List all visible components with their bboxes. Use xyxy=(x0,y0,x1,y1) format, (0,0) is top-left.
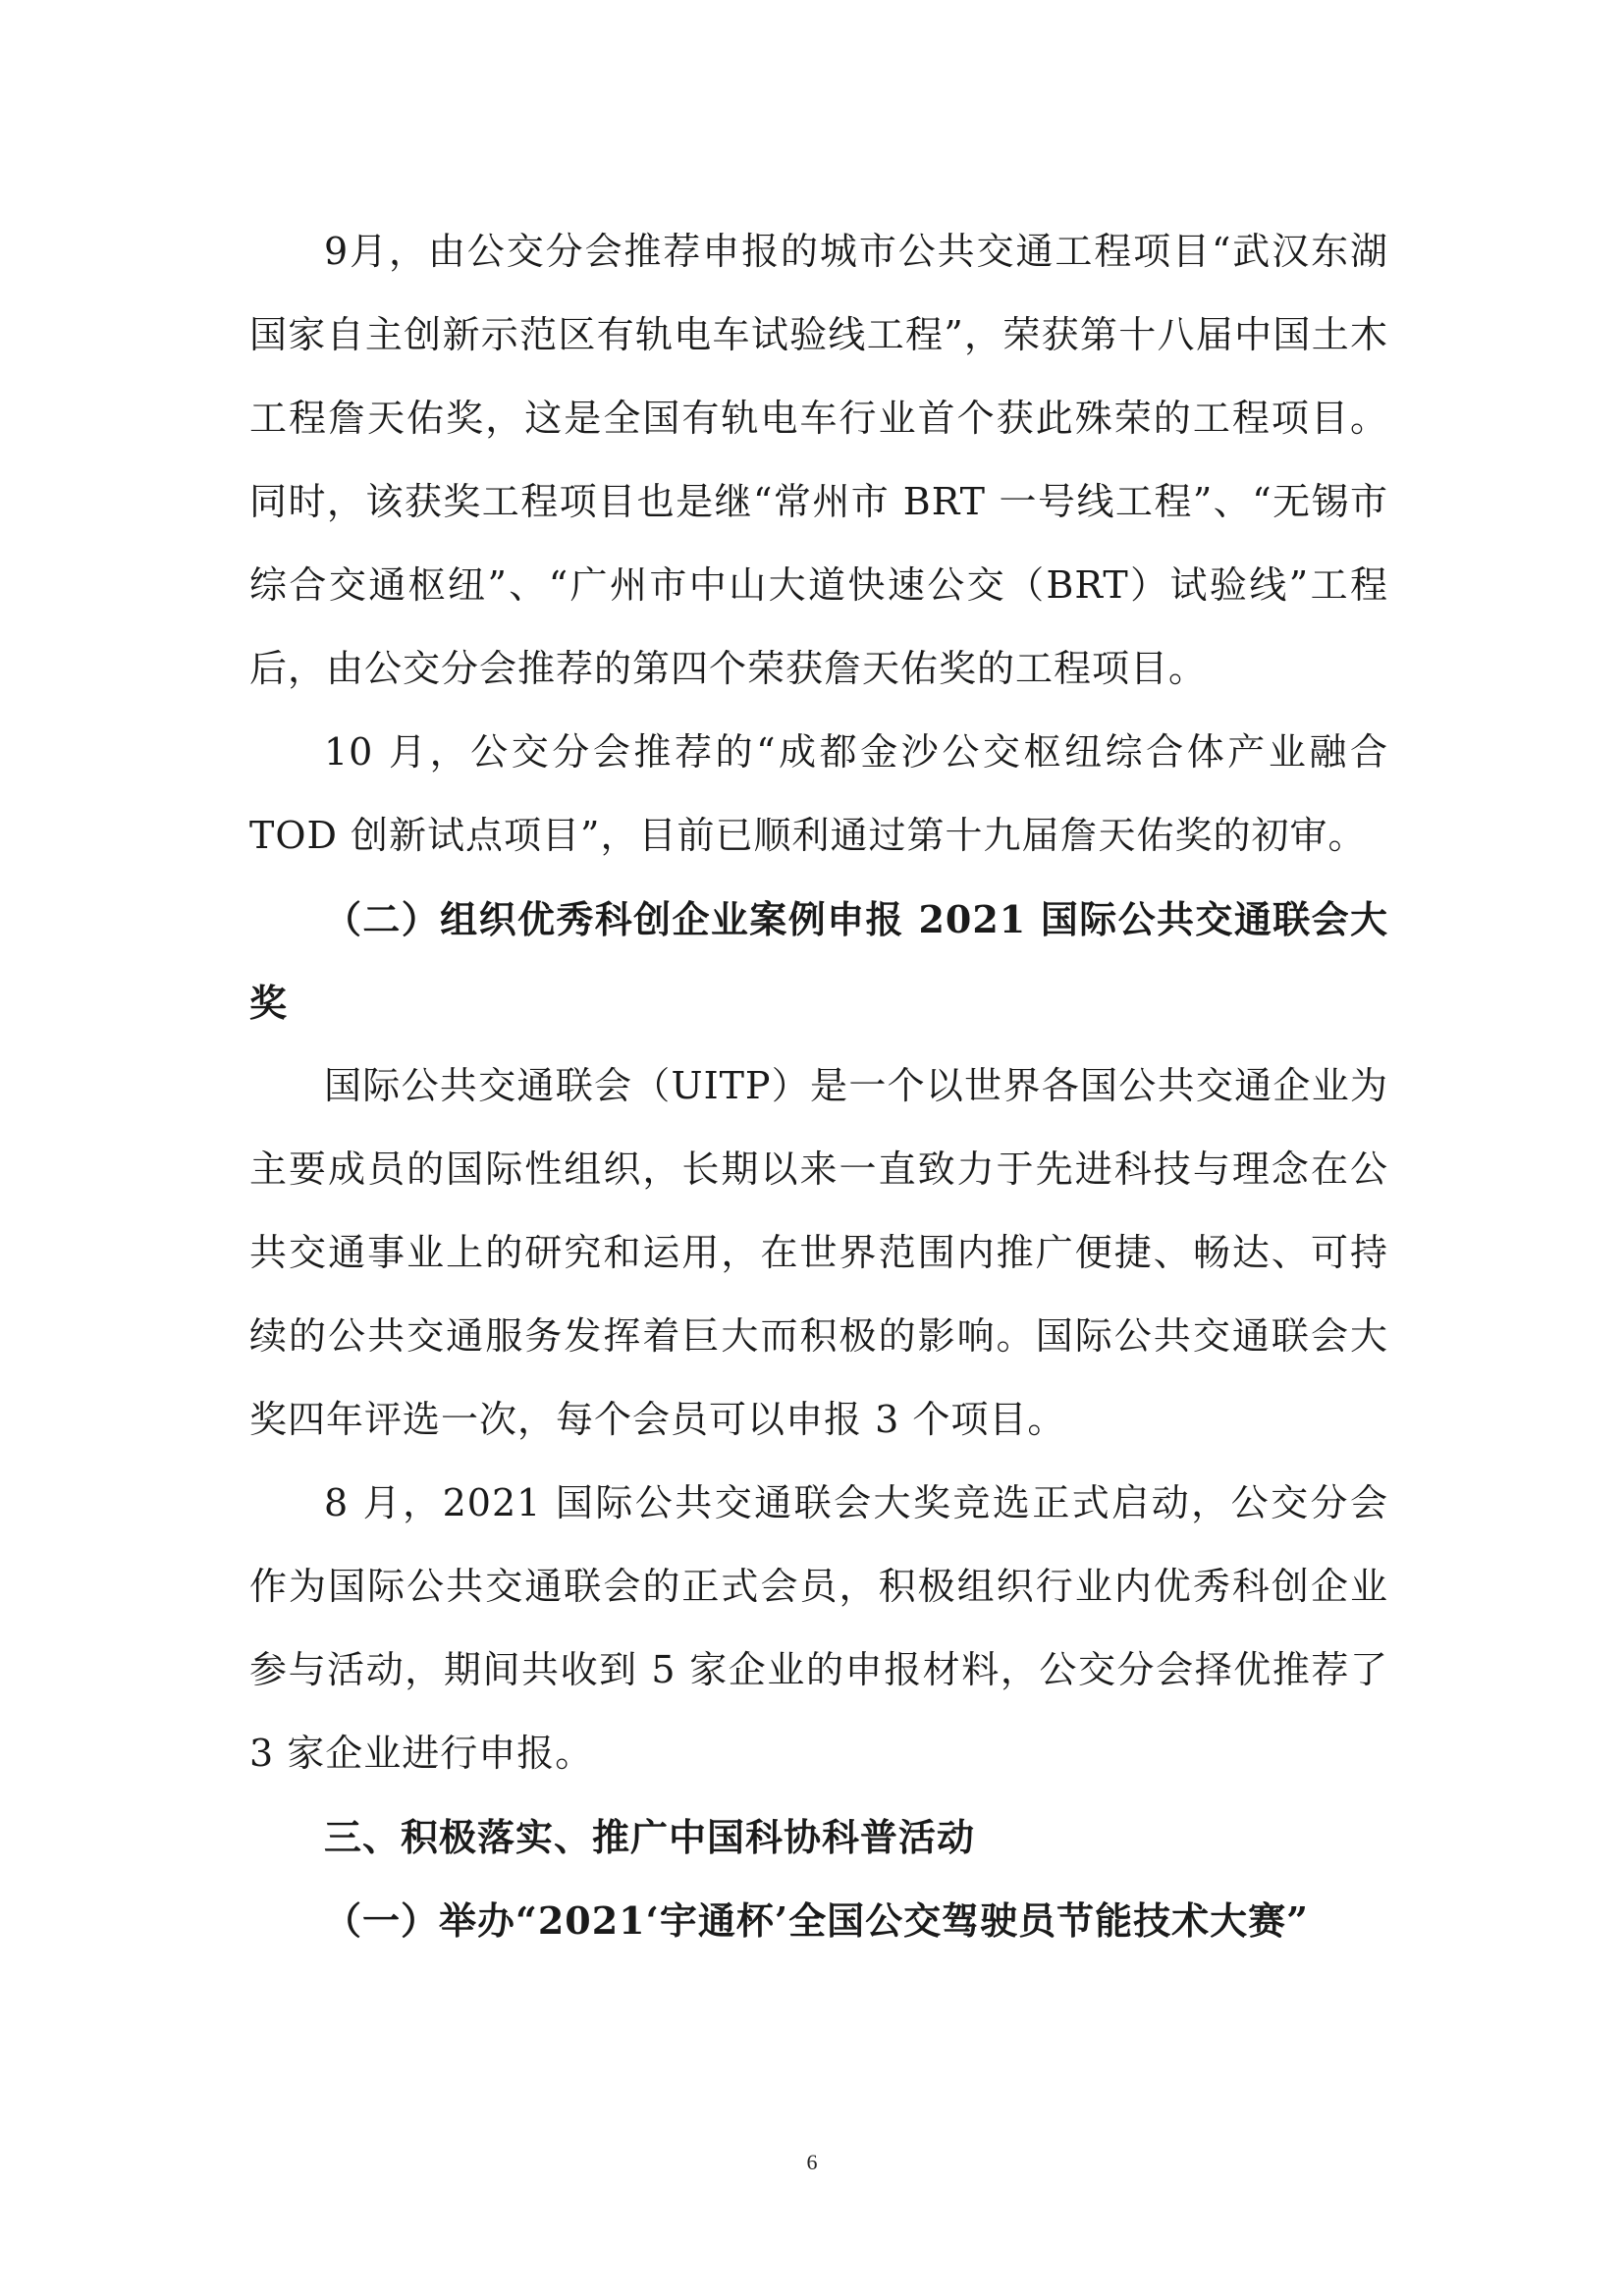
paragraph-september-award: 9月，由公交分会推荐申报的城市公共交通工程项目“武汉东湖国家自主创新示范区有轨电车试验线工程”，荣获第十八届中国土木工程詹天佑奖，这是全国有轨电车行业首个获此殊荣的工程项目。同时，该获奖工程项目也是继“常州市 BRT 一号线工程”、“无锡市综合交通枢纽”、“广州市中山大道快速公交（BRT）试验线”工程后，由公交分会推荐的第四个荣获詹天佑奖的工程项目。 xyxy=(249,230,1388,690)
page-number: 6 xyxy=(806,2150,818,2174)
section-heading-uitp-award: （二）组织优秀科创企业案例申报 2021 国际公共交通联会大奖 xyxy=(249,897,1388,1025)
paragraph-october-recommendation: 10 月，公交分会推荐的“成都金沙公交枢纽综合体产业融合 TOD 创新试点项目”，目前已顺利通过第十九届詹天佑奖的初审。 xyxy=(249,730,1388,857)
paragraph-uitp-intro: 国际公共交通联会（UITP）是一个以世界各国公共交通企业为主要成员的国际性组织，长期以来一直致力于先进科技与理念在公共交通事业上的研究和运用，在世界范围内推广便捷、畅达、可持续的公共交通服务发挥着巨大而积极的影响。国际公共交通联会大奖四年评选一次，每个会员可以申报 3 个项目。 xyxy=(249,1064,1388,1441)
document-body xyxy=(249,210,1388,1962)
subsection-heading-yutong-cup: （一）举办“2021‘宇通杯’全国公交驾驶员节能技术大赛” xyxy=(324,1898,1309,1943)
paragraph-august-uitp: 8 月，2021 国际公共交通联会大奖竞选正式启动，公交分会作为国际公共交通联会的正式会员，积极组织行业内优秀科创企业参与活动，期间共收到 5 家企业的申报材料，公交分会择优推荐了 3 家企业进行申报。 xyxy=(249,1481,1388,1775)
section-heading-science-popularization: 三、积极落实、推广中国科协科普活动 xyxy=(324,1815,976,1859)
